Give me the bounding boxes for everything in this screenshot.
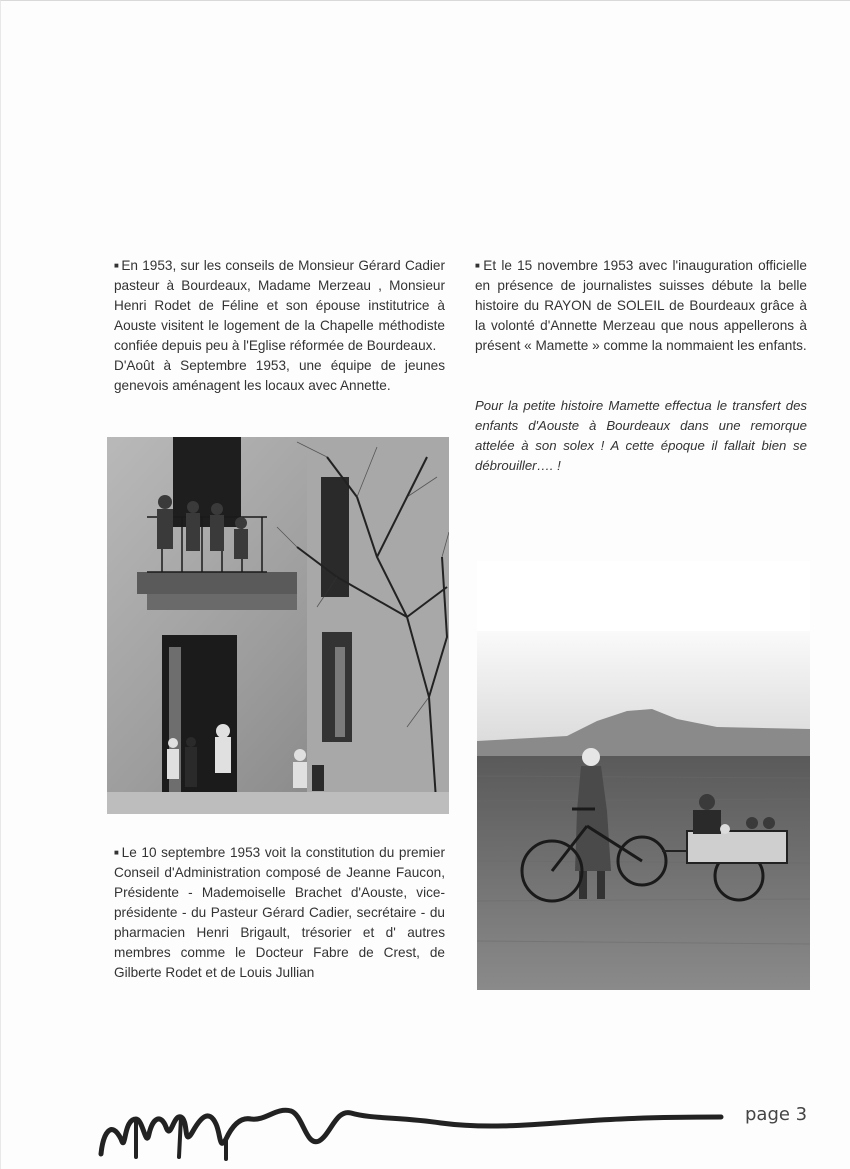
paragraph-anecdote [475,396,807,476]
decorative-scribble [81,1079,731,1164]
paragraph-genevois-text: D'Août à Septembre 1953, une équipe de jeunes genevois aménagent les locaux avec Annette. [114,358,445,393]
paragraph-visit-text: En 1953, sur les conseils de Monsieur Gérard Cadier pasteur à Bourdeaux, Madame Merzeau , Monsieur Henri Rodet de Féline et son épouse institutrice à Aouste visitent le logement de la Chapelle méthodiste confiée depuis peu à l'Eglise réformée de Bourdeaux. [114,258,445,353]
photo-mamette-solex [477,561,810,990]
paragraph-inauguration-text: Et le 15 novembre 1953 avec l'inauguration officielle en présence de journalistes suisses débute la belle histoire du RAYON de SOLEIL de Bourdeaux grâce à la volonté d'Annette Merzeau que nous appellerons à présent « Mamette » comme la nommaient les enfants. [475,258,807,353]
photo-chapel-building [107,437,449,814]
page-number: page 3 [745,1104,808,1125]
paragraph-anecdote-text: Pour la petite histoire Mamette effectua le transfert des enfants d'Aouste à Bourdeaux dans une remorque attelée à son solex ! A cette époque il fallait bien se débrouiller…. ! [475,398,807,473]
paragraph-conseil-1953 [114,843,445,983]
bullet-icon: ■ [114,848,120,857]
paragraph-inauguration-1953 [475,256,807,356]
bullet-icon: ■ [114,261,120,270]
bullet-icon: ■ [475,261,482,270]
paragraph-visit-1953 [114,256,445,396]
paragraph-conseil-text: Le 10 septembre 1953 voit la constitution du premier Conseil d'Administration composé de Jeanne Faucon, Présidente - Mademoiselle Brachet d'Aouste, vice-présidente - du Pasteur Gérard Cadier, secrétaire - du pharmacien Henri Brigault, trésorier et d' autres membres comme le Docteur Fabre de Crest, de Gilberte Rodet et de Louis Jullian [114,845,445,980]
